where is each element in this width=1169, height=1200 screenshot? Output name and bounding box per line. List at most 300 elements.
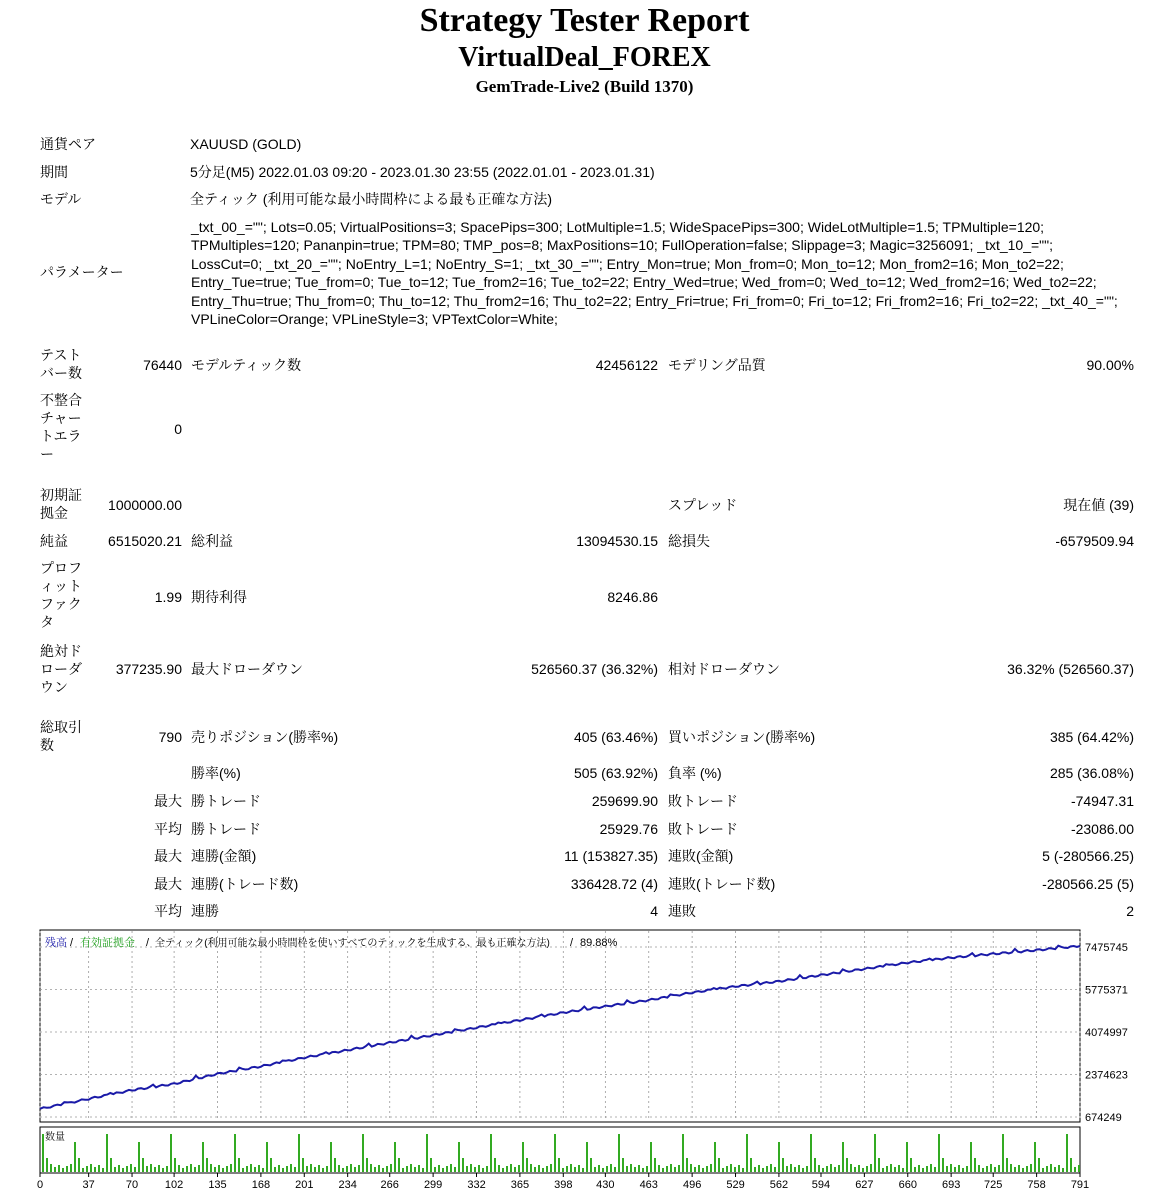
- volume-bar: [454, 1167, 456, 1172]
- volume-bar: [950, 1164, 952, 1172]
- volume-bar: [138, 1142, 140, 1172]
- volume-bar: [1062, 1168, 1064, 1172]
- cons-win-count-value: 336428.72 (4): [570, 876, 658, 892]
- volume-bar: [366, 1158, 368, 1172]
- abs-drawdown-value: 377235.90: [115, 661, 182, 677]
- volume-bar: [374, 1167, 376, 1172]
- x-tick-label: 70: [125, 1179, 139, 1191]
- rel-drawdown-label: 相対ドローダウン: [668, 661, 780, 677]
- volume-bar: [82, 1168, 84, 1172]
- volume-bar: [198, 1165, 200, 1172]
- volume-bar: [566, 1166, 568, 1172]
- volume-bar: [1054, 1167, 1056, 1172]
- volume-bar: [178, 1165, 180, 1172]
- volume-bar: [1070, 1158, 1072, 1172]
- volume-bar: [726, 1166, 728, 1172]
- y-tick-label: 5775371: [1085, 984, 1128, 997]
- volume-bar: [826, 1166, 828, 1172]
- volume-bar: [802, 1168, 804, 1172]
- legend-equity: 有効証拠金: [80, 937, 135, 949]
- volume-bar: [986, 1166, 988, 1172]
- params-label: パラメーター: [40, 264, 124, 280]
- volume-bar: [86, 1166, 88, 1172]
- avg-prefix: 平均: [154, 821, 182, 837]
- volume-bar: [286, 1166, 288, 1172]
- volume-bar: [846, 1158, 848, 1172]
- volume-bar: [238, 1158, 240, 1172]
- cons-loss-amount-value: 5 (-280566.25): [1042, 848, 1134, 864]
- x-tick-label: 725: [984, 1179, 1003, 1191]
- x-tick-label: 0: [36, 1179, 44, 1191]
- volume-bar: [162, 1168, 164, 1172]
- volume-bar: [206, 1158, 208, 1172]
- deposit-label: 初期証拠金: [40, 487, 82, 521]
- legend-sep-3: /: [570, 937, 574, 949]
- volume-bar: [518, 1165, 520, 1172]
- volume-bar: [110, 1158, 112, 1172]
- volume-bar: [510, 1164, 512, 1172]
- volume-bar: [674, 1167, 676, 1172]
- volume-bar: [878, 1158, 880, 1172]
- deposit-value: 1000000.00: [108, 497, 182, 513]
- volume-bar: [1046, 1166, 1048, 1172]
- cons-loss-count-label: 連敗(トレード数): [668, 876, 776, 892]
- volume-bar: [990, 1164, 992, 1172]
- volume-bar: [258, 1165, 260, 1172]
- balance-chart: [0, 925, 1169, 1200]
- volume-bar: [594, 1167, 596, 1172]
- largest-win-label: 勝トレード: [191, 793, 261, 809]
- volume-bar: [634, 1167, 636, 1172]
- volume-bar: [918, 1165, 920, 1172]
- volume-bar: [1042, 1168, 1044, 1172]
- volume-bar: [622, 1158, 624, 1172]
- x-tick-label: 266: [380, 1179, 399, 1191]
- volume-bar: [870, 1164, 872, 1172]
- volume-bar: [890, 1164, 892, 1172]
- total-trades-label: 総取引数: [40, 719, 82, 753]
- volume-bar: [702, 1168, 704, 1172]
- volume-bar: [342, 1168, 344, 1172]
- period-value: 5分足(M5) 2022.01.03 09:20 - 2023.01.30 23:55 (2022.01.01 - 2023.01.31): [190, 164, 655, 180]
- report-title: Strategy Tester Report: [419, 2, 750, 39]
- server-build: GemTrade-Live2 (Build 1370): [475, 77, 694, 96]
- volume-bar: [502, 1168, 504, 1172]
- volume-bar: [474, 1167, 476, 1172]
- volume-bar: [698, 1165, 700, 1172]
- volume-bar: [862, 1168, 864, 1172]
- volume-bar: [550, 1164, 552, 1172]
- volume-bar: [1058, 1165, 1060, 1172]
- avg-cons-loss-value: 2: [1126, 903, 1134, 919]
- volume-bar: [754, 1167, 756, 1172]
- volume-bar: [262, 1168, 264, 1172]
- max-drawdown-label: 最大ドローダウン: [191, 661, 303, 677]
- volume-bar: [586, 1142, 588, 1172]
- volume-bar: [202, 1142, 204, 1172]
- volume-bar: [810, 1134, 812, 1172]
- volume-bar: [654, 1158, 656, 1172]
- x-tick-label: 758: [1027, 1179, 1046, 1191]
- legend-model-desc: 全ティック(利用可能な最小時間枠を使いすべてのティックを生成する、最も正確な方法): [155, 938, 550, 949]
- x-tick-label: 365: [510, 1179, 530, 1191]
- volume-bar: [782, 1158, 784, 1172]
- expected-payoff-label: 期待利得: [191, 589, 247, 605]
- volume-bar: [182, 1168, 184, 1172]
- volume-bar: [902, 1168, 904, 1172]
- avg-loss-label: 敗トレード: [668, 821, 738, 837]
- volume-bar: [190, 1164, 192, 1172]
- volume-bar: [150, 1164, 152, 1172]
- volume-bar: [734, 1167, 736, 1172]
- volume-bar: [926, 1166, 928, 1172]
- x-tick-label: 430: [596, 1179, 615, 1191]
- volume-bar: [278, 1165, 280, 1172]
- max-prefix: 最大: [154, 876, 182, 892]
- model-label: モデル: [40, 191, 82, 207]
- volume-bar: [942, 1158, 944, 1172]
- volume-bar: [234, 1134, 236, 1172]
- volume-bar: [766, 1166, 768, 1172]
- volume-bar: [598, 1165, 600, 1172]
- x-tick-label: 168: [251, 1179, 271, 1191]
- symbol-label: 通貨ペア: [40, 136, 96, 152]
- volume-bar: [210, 1164, 212, 1172]
- volume-bar: [838, 1165, 840, 1172]
- volume-bar: [214, 1167, 216, 1172]
- volume-bar: [222, 1168, 224, 1172]
- volume-bar: [794, 1167, 796, 1172]
- volume-bar: [558, 1158, 560, 1172]
- volume-bar: [186, 1166, 188, 1172]
- volume-bar: [834, 1167, 836, 1172]
- legend-sep-2: /: [146, 937, 150, 949]
- x-tick-label: 102: [164, 1179, 184, 1191]
- avg-cons-win-value: 4: [650, 903, 658, 919]
- x-tick-label: 37: [82, 1179, 95, 1191]
- volume-bar: [562, 1168, 564, 1172]
- quality-label: モデリング品質: [668, 357, 766, 373]
- mismatch-value: 0: [174, 421, 182, 437]
- volume-bar: [970, 1142, 972, 1172]
- volume-bar: [1050, 1164, 1052, 1172]
- volume-bar: [706, 1166, 708, 1172]
- legend-sep-1: /: [70, 937, 74, 949]
- volume-bar: [934, 1167, 936, 1172]
- volume-bar: [710, 1164, 712, 1172]
- volume-bar: [434, 1167, 436, 1172]
- volume-bar: [994, 1167, 996, 1172]
- volume-bar: [1066, 1134, 1068, 1172]
- volume-bar: [482, 1168, 484, 1172]
- volume-bar: [350, 1164, 352, 1172]
- avg-win-label: 勝トレード: [191, 821, 261, 837]
- volume-bar: [738, 1165, 740, 1172]
- volume-bar: [314, 1167, 316, 1172]
- volume-bar: [522, 1142, 524, 1172]
- volume-bar: [666, 1166, 668, 1172]
- volume-bar: [102, 1168, 104, 1172]
- volume-bar: [118, 1165, 120, 1172]
- main-plot-frame: [40, 930, 1080, 1122]
- volume-bar: [850, 1164, 852, 1172]
- loss-rate-label: 負率 (%): [668, 765, 722, 781]
- volume-bar: [498, 1165, 500, 1172]
- volume-bar: [814, 1158, 816, 1172]
- volume-bar: [330, 1142, 332, 1172]
- x-tick-label: 660: [898, 1179, 917, 1191]
- volume-bar: [290, 1164, 292, 1172]
- total-trades-value: 790: [158, 729, 182, 745]
- volume-bar: [790, 1164, 792, 1172]
- volume-bar: [866, 1166, 868, 1172]
- volume-bar: [426, 1134, 428, 1172]
- volume-bar: [938, 1134, 940, 1172]
- mismatch-label: 不整合チャートエラー: [40, 392, 82, 462]
- volume-bar: [230, 1164, 232, 1172]
- cons-win-amount-value: 11 (153827.35): [564, 848, 658, 864]
- spread-label: スプレッド: [668, 497, 738, 513]
- volume-bar: [250, 1164, 252, 1172]
- volume-bar: [694, 1167, 696, 1172]
- volume-bar: [298, 1134, 300, 1172]
- x-tick-label: 299: [423, 1179, 443, 1191]
- max-drawdown-value: 526560.37 (36.32%): [531, 661, 658, 677]
- volume-bar: [746, 1134, 748, 1172]
- volume-bar: [570, 1164, 572, 1172]
- volume-bar: [1010, 1164, 1012, 1172]
- volume-bar: [530, 1164, 532, 1172]
- volume-bar: [306, 1166, 308, 1172]
- volume-bar: [606, 1166, 608, 1172]
- volume-bar: [898, 1165, 900, 1172]
- bars-value: 76440: [143, 357, 182, 373]
- volume-bar: [78, 1158, 80, 1172]
- volume-bar: [50, 1164, 52, 1172]
- symbol-value: XAUUSD (GOLD): [190, 136, 302, 152]
- volume-bar: [538, 1165, 540, 1172]
- volume-bar: [1014, 1167, 1016, 1172]
- cons-win-amount-label: 連勝(金額): [191, 848, 257, 864]
- x-tick-label: 627: [855, 1179, 874, 1191]
- volume-bar: [170, 1134, 172, 1172]
- volume-bar: [546, 1166, 548, 1172]
- volume-bar: [410, 1164, 412, 1172]
- volume-bar: [554, 1134, 556, 1172]
- volume-bar: [774, 1167, 776, 1172]
- spread-value: 現在値 (39): [1063, 497, 1134, 513]
- volume-bar: [462, 1158, 464, 1172]
- gross-loss-value: -6579509.94: [1055, 533, 1134, 549]
- volume-bar: [670, 1164, 672, 1172]
- volume-bar: [506, 1166, 508, 1172]
- volume-bar: [978, 1165, 980, 1172]
- volume-bar: [730, 1164, 732, 1172]
- volume-bar: [930, 1164, 932, 1172]
- net-profit-value: 6515020.21: [108, 533, 182, 549]
- volume-bar: [894, 1167, 896, 1172]
- volume-bar: [270, 1158, 272, 1172]
- volume-bar: [294, 1167, 296, 1172]
- volume-bar: [90, 1164, 92, 1172]
- x-tick-label: 562: [769, 1179, 789, 1191]
- cons-loss-count-value: -280566.25 (5): [1042, 876, 1134, 892]
- volume-bar: [494, 1158, 496, 1172]
- volume-bar: [58, 1165, 60, 1172]
- volume-bar: [98, 1165, 100, 1172]
- volume-bar: [450, 1164, 452, 1172]
- volume-bar: [1026, 1166, 1028, 1172]
- rel-drawdown-value: 36.32% (526560.37): [1007, 661, 1134, 677]
- volume-bar: [842, 1142, 844, 1172]
- volume-bar: [274, 1167, 276, 1172]
- volume-bar: [650, 1142, 652, 1172]
- volume-bar: [194, 1167, 196, 1172]
- volume-bar: [922, 1168, 924, 1172]
- volume-bar: [758, 1165, 760, 1172]
- avg-loss-value: -23086.00: [1070, 821, 1134, 837]
- volume-bar: [414, 1167, 416, 1172]
- volume-bar: [490, 1134, 492, 1172]
- volume-bar: [778, 1142, 780, 1172]
- volume-bar: [402, 1168, 404, 1172]
- volume-bar: [62, 1168, 64, 1172]
- volume-bar: [334, 1158, 336, 1172]
- cons-loss-amount-label: 連敗(金額): [668, 848, 734, 864]
- short-positions-value: 405 (63.46%): [573, 729, 658, 745]
- volume-bar: [610, 1164, 612, 1172]
- volume-bar: [318, 1165, 320, 1172]
- volume-bar: [94, 1167, 96, 1172]
- volume-bar: [574, 1167, 576, 1172]
- volume-bar: [254, 1167, 256, 1172]
- volume-bar: [910, 1158, 912, 1172]
- volume-bar: [174, 1158, 176, 1172]
- y-tick-label: 2374623: [1085, 1069, 1128, 1082]
- volume-bar: [906, 1142, 908, 1172]
- volume-bar: [786, 1166, 788, 1172]
- volume-bar: [858, 1165, 860, 1172]
- x-tick-label: 398: [554, 1179, 573, 1191]
- avg-prefix: 平均: [154, 903, 182, 919]
- gross-loss-label: 総損失: [668, 533, 710, 549]
- volume-bar: [514, 1167, 516, 1172]
- volume-bar: [590, 1158, 592, 1172]
- volume-bar: [1002, 1134, 1004, 1172]
- volume-bar: [466, 1166, 468, 1172]
- volume-bar: [614, 1167, 616, 1172]
- win-rate-label: 勝率(%): [191, 765, 241, 781]
- volume-bar: [358, 1165, 360, 1172]
- volume-bar: [946, 1166, 948, 1172]
- profit-factor-value: 1.99: [154, 589, 182, 605]
- volume-bar: [446, 1166, 448, 1172]
- volume-bar: [886, 1166, 888, 1172]
- volume-bar: [378, 1165, 380, 1172]
- avg-cons-win-label: 連勝: [191, 903, 219, 919]
- volume-bar: [854, 1167, 856, 1172]
- volume-bar: [626, 1166, 628, 1172]
- volume-bar: [874, 1134, 876, 1172]
- volume-bar: [954, 1167, 956, 1172]
- volume-bar: [714, 1142, 716, 1172]
- volume-bar: [246, 1166, 248, 1172]
- long-positions-value: 385 (64.42%): [1049, 729, 1134, 745]
- expert-name: VirtualDeal_FOREX: [458, 42, 711, 73]
- volume-bar: [370, 1164, 372, 1172]
- volume-bar: [658, 1165, 660, 1172]
- volume-bar: [46, 1158, 48, 1172]
- volume-bar: [154, 1167, 156, 1172]
- volume-bar: [242, 1168, 244, 1172]
- volume-bar: [326, 1166, 328, 1172]
- volume-bar: [638, 1165, 640, 1172]
- volume-label: 数量: [45, 1132, 65, 1143]
- ticks-label: モデルティック数: [191, 357, 302, 373]
- volume-bar: [1034, 1142, 1036, 1172]
- volume-bar: [266, 1142, 268, 1172]
- volume-bar: [406, 1166, 408, 1172]
- volume-bar: [106, 1134, 108, 1172]
- volume-bar: [1038, 1158, 1040, 1172]
- volume-bar: [690, 1164, 692, 1172]
- volume-bar: [430, 1158, 432, 1172]
- volume-bar: [1006, 1158, 1008, 1172]
- max-prefix: 最大: [154, 848, 182, 864]
- volume-bar: [130, 1164, 132, 1172]
- volume-bar: [686, 1158, 688, 1172]
- volume-bar: [818, 1165, 820, 1172]
- volume-bar: [142, 1158, 144, 1172]
- max-prefix: 最大: [154, 793, 182, 809]
- avg-cons-loss-label: 連敗: [668, 903, 696, 919]
- volume-bar: [618, 1134, 620, 1172]
- volume-bar: [762, 1168, 764, 1172]
- volume-bar: [750, 1158, 752, 1172]
- volume-bar: [418, 1165, 420, 1172]
- expected-payoff-value: 8246.86: [607, 589, 658, 605]
- volume-bar: [958, 1165, 960, 1172]
- volume-bar: [962, 1168, 964, 1172]
- volume-bar: [822, 1168, 824, 1172]
- y-tick-label: 4074997: [1085, 1027, 1128, 1039]
- x-tick-label: 201: [295, 1179, 314, 1191]
- gross-profit-label: 総利益: [191, 533, 233, 549]
- volume-bar: [70, 1164, 72, 1172]
- volume-bar: [458, 1142, 460, 1172]
- gross-profit-value: 13094530.15: [576, 533, 658, 549]
- y-tick-label: 674249: [1085, 1112, 1122, 1124]
- model-value: 全ティック (利用可能な最小時間枠による最も正確な方法): [190, 191, 553, 207]
- volume-bar: [54, 1167, 56, 1172]
- x-tick-label: 693: [941, 1179, 961, 1191]
- volume-bar: [582, 1168, 584, 1172]
- x-tick-label: 135: [208, 1179, 227, 1191]
- volume-bar: [966, 1166, 968, 1172]
- ticks-value: 42456122: [595, 357, 658, 373]
- volume-bar: [642, 1168, 644, 1172]
- volume-bar: [126, 1166, 128, 1172]
- volume-bar: [134, 1167, 136, 1172]
- volume-bar: [114, 1167, 116, 1172]
- volume-bar: [382, 1168, 384, 1172]
- volume-bar: [722, 1168, 724, 1172]
- quality-value: 90.00%: [1086, 357, 1134, 373]
- largest-loss-value: -74947.31: [1070, 793, 1134, 809]
- volume-bar: [362, 1134, 364, 1172]
- volume-bar: [66, 1166, 68, 1172]
- volume-bar: [882, 1168, 884, 1172]
